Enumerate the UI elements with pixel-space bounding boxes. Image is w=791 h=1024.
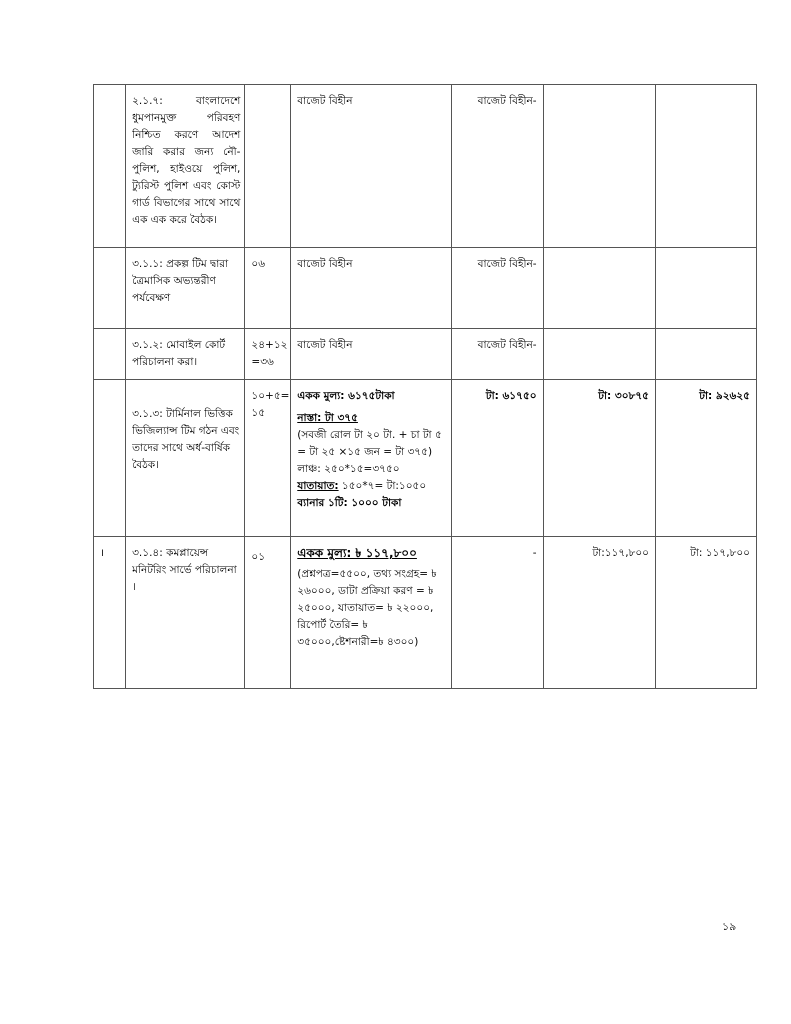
- serial-cell: [94, 248, 126, 329]
- unit-cost-cell: বাজেট বিহীন: [291, 329, 452, 380]
- activity-cell: ২.১.৭: বাংলাদেশে ধুমপানমুক্ত পরিবহণ নিশ্চিত করণে আদেশ জারি করার জন্য নৌ-পুলিশ, হাইওয়ে পুলিশ, ট্যুরিস্ট পুলিশ এবং কোস্ট গার্ড বিভাগের সাথে সাথে এক এক করে বৈঠক।: [126, 85, 245, 248]
- table-row: [94, 329, 757, 380]
- table-row: [94, 85, 757, 248]
- quantity-line: ১৫: [251, 407, 266, 419]
- transport-value: ১৫০*৭= টা:১০৫০: [338, 480, 427, 492]
- quantity-cell: ০৬: [245, 248, 291, 329]
- unit-cost-cell: বাজেট বিহীন: [291, 85, 452, 248]
- quantity-cell: [245, 85, 291, 248]
- total-cost-cell: -: [451, 537, 543, 689]
- unit-cost-heading: একক মুল্য: ৳ ১১৭,৮০০: [297, 546, 417, 560]
- serial-cell: [94, 380, 126, 537]
- table-row: [94, 537, 757, 689]
- total-cost-cell: বাজেট বিহীন-: [451, 85, 543, 248]
- unit-cost-cell: [291, 380, 452, 537]
- quantity-line: ১০+৫=: [251, 390, 290, 402]
- amount-cell: [656, 85, 757, 248]
- amount-cell: টা:১১৭,৮০০: [543, 537, 655, 689]
- total-cost-cell: টা: ৬১৭৫০: [451, 380, 543, 537]
- quantity-line: ২৪+১২: [251, 339, 288, 351]
- serial-cell: [94, 329, 126, 380]
- activity-cell: ৩.১.২: মোবাইল কোর্ট পরিচালনা করা।: [126, 329, 245, 380]
- unit-cost-breakdown: (প্রশ্নপত্র=৫৫০০, তথ্য সংগ্রহ= ৳ ২৬০০০, ডাটা প্রক্রিয়া করণ = ৳ ২৫০০০, যাতায়াত= ৳ ২২০০০, রিপোর্ট তৈরি= ৳ ৩৫০০০,ষ্টেশনারী=৳ ৪৩০০): [297, 568, 437, 648]
- serial-cell: ।: [94, 537, 126, 689]
- table-row: [94, 248, 757, 329]
- budget-table: [93, 84, 757, 689]
- amount-cell: টা: ৩০৮৭৫: [543, 380, 655, 537]
- transport-label: যাতায়াত:: [297, 480, 339, 492]
- table-row: [94, 380, 757, 537]
- unit-cost-heading: একক মুল্য: ৬১৭৫টাকা: [297, 390, 395, 402]
- quantity-line: =৩৬: [251, 356, 274, 368]
- amount-cell: [543, 329, 655, 380]
- amount-cell: [656, 248, 757, 329]
- total-cost-cell: বাজেট বিহীন-: [451, 329, 543, 380]
- transport-cost: [297, 478, 447, 495]
- lunch-cost: লাঞ্চ: ২৫০*১৫=৩৭৫০: [297, 463, 400, 475]
- breakfast-detail: (সবজী রোল টা ২০ টা. + চা টা ৫ = টা ২৫ ×১৫ জন = টা ৩৭৫): [297, 429, 442, 458]
- amount-cell: [543, 85, 655, 248]
- page-number: ১৯: [722, 920, 737, 933]
- activity-cell: ৩.১.৪: কমপ্লায়েন্স মনিটরিং সার্ভে পরিচালনা ।: [126, 537, 245, 689]
- activity-cell: ৩.১.১: প্রকল্প টিম দ্বারা ত্রৈমাসিক অভ্যন্তরীণ পর্যবেক্ষণ: [126, 248, 245, 329]
- quantity-cell: [245, 380, 291, 537]
- amount-cell: টা: ৯২৬২৫: [656, 380, 757, 537]
- quantity-cell: ০১: [245, 537, 291, 689]
- unit-cost-cell: [291, 537, 452, 689]
- total-cost-cell: বাজেট বিহীন-: [451, 248, 543, 329]
- banner-cost: ব্যানার ১টি: ১০০০ টাকা: [297, 497, 402, 509]
- amount-cell: [543, 248, 655, 329]
- quantity-cell: [245, 329, 291, 380]
- amount-cell: [656, 329, 757, 380]
- breakfast-label: নাস্তা: টা ৩৭৫: [297, 412, 358, 424]
- activity-cell: ৩.১.৩: টার্মিনাল ভিত্তিক ভিজিল্যান্স টিম গঠন এবং তাদের সাথে অর্ধ-বার্ষিক বৈঠক।: [126, 380, 245, 537]
- serial-cell: [94, 85, 126, 248]
- unit-cost-cell: বাজেট বিহীন: [291, 248, 452, 329]
- amount-cell: টা: ১১৭,৮০০: [656, 537, 757, 689]
